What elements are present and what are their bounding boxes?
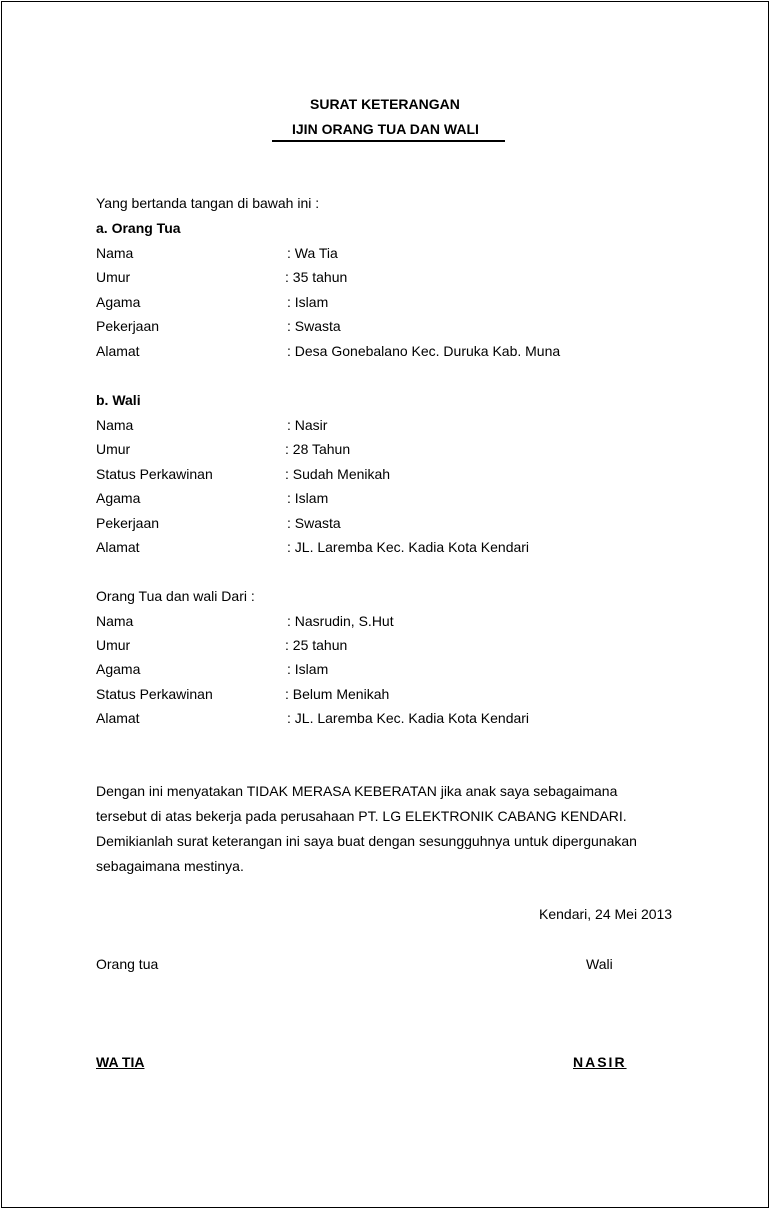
field-label: Status Perkawinan (96, 466, 213, 482)
field-value: : 35 tahun (285, 269, 348, 285)
field-label: Umur (96, 637, 131, 653)
document-page (1, 1, 769, 1208)
field-label: Nama (96, 417, 134, 433)
statement-line: sebagaimana mestinya. (96, 858, 244, 874)
document-title: SURAT KETERANGAN (310, 96, 460, 112)
field-label: Nama (96, 613, 134, 629)
field-value: : Nasir (287, 417, 328, 433)
field-value: : Islam (287, 661, 329, 677)
statement-line: tersebut di atas bekerja pada perusahaan PT. LG ELEKTRONIK CABANG KENDARI. (96, 808, 627, 824)
field-value: : Sudah Menikah (285, 466, 391, 482)
field-value: : JL. Laremba Kec. Kadia Kota Kendari (287, 539, 530, 555)
field-label: Pekerjaan (96, 318, 160, 334)
field-value: : Swasta (287, 318, 341, 334)
field-label: Pekerjaan (96, 515, 160, 531)
field-value: : Islam (287, 490, 329, 506)
intro-text: Yang bertanda tangan di bawah ini : (96, 195, 320, 211)
document-subtitle: IJIN ORANG TUA DAN WALI (292, 121, 479, 137)
section-b-heading: b. Wali (96, 392, 141, 408)
field-value: : Islam (287, 294, 329, 310)
section-c-heading: Orang Tua dan wali Dari : (96, 588, 255, 604)
section-a-heading: a. Orang Tua (96, 220, 181, 236)
field-label: Alamat (96, 343, 140, 359)
field-value: : Belum Menikah (285, 686, 390, 702)
signature-role-left: Orang tua (96, 956, 159, 972)
field-value: : Wa Tia (287, 245, 338, 261)
field-label: Nama (96, 245, 134, 261)
field-value: : JL. Laremba Kec. Kadia Kota Kendari (287, 710, 530, 726)
title-underline (272, 140, 505, 142)
field-label: Umur (96, 269, 131, 285)
field-label: Status Perkawinan (96, 686, 213, 702)
field-label: Alamat (96, 539, 140, 555)
field-label: Alamat (96, 710, 140, 726)
statement-line: Demikianlah surat keterangan ini saya buat dengan sesungguhnya untuk dipergunakan (96, 833, 637, 849)
place-date: Kendari, 24 Mei 2013 (539, 906, 673, 922)
field-label: Agama (96, 661, 141, 677)
field-value: : 28 Tahun (285, 441, 351, 457)
field-label: Agama (96, 294, 141, 310)
field-label: Umur (96, 441, 131, 457)
field-value: : Swasta (287, 515, 341, 531)
signature-name-left: WA TIA (96, 1054, 145, 1070)
signature-role-right: Wali (586, 956, 613, 972)
field-value: : 25 tahun (285, 637, 348, 653)
field-value: : Desa Gonebalano Kec. Duruka Kab. Muna (287, 343, 561, 359)
statement-line: Dengan ini menyatakan TIDAK MERASA KEBERATAN jika anak saya sebagaimana (96, 783, 618, 799)
field-value: : Nasrudin, S.Hut (287, 613, 394, 629)
signature-name-right: NASIR (573, 1054, 627, 1070)
field-label: Agama (96, 490, 141, 506)
